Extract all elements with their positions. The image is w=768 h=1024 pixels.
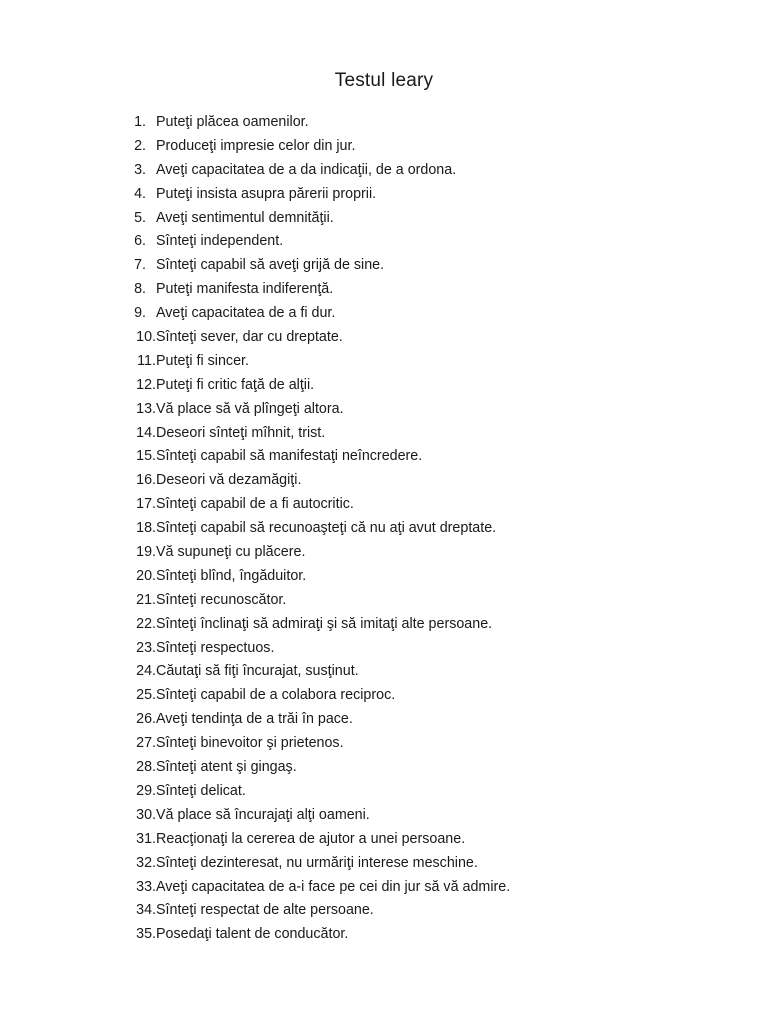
item-text: Sînteţi atent şi gingaş.	[156, 759, 297, 776]
item-number: 28.	[136, 759, 156, 776]
list-item	[110, 637, 670, 661]
item-number: 14.	[136, 424, 156, 441]
item-text: Sînteţi înclinaţi să admiraţi şi să imitaţi alte persoane.	[156, 615, 493, 632]
item-number: 16.	[136, 472, 156, 489]
item-number: 13.	[136, 400, 156, 417]
item-text: Reacţionaţi la cererea de ajutor a unei persoane.	[156, 830, 466, 847]
item-text: Sînteţi capabil să recunoaşteţi că nu aţi avut dreptate.	[156, 520, 497, 537]
item-text: Sînteţi capabil să manifestaţi neîncredere.	[156, 448, 423, 465]
item-text: Aveţi capacitatea de a fi dur.	[156, 305, 336, 322]
list-item	[110, 422, 670, 446]
item-number: 30.	[136, 806, 156, 823]
list-item	[110, 159, 670, 183]
item-number: 32.	[136, 854, 156, 871]
list-item	[110, 732, 670, 756]
item-text: Puteţi insista asupra părerii proprii.	[156, 185, 377, 202]
item-text: Sînteţi capabil de a colabora reciproc.	[156, 687, 396, 704]
list-item	[110, 135, 670, 159]
list-item	[110, 565, 670, 589]
list-item	[110, 326, 670, 350]
item-text: Vă place să încurajaţi alţi oameni.	[156, 806, 370, 823]
item-number: 6.	[134, 233, 146, 250]
list-item	[110, 852, 670, 876]
item-text: Aveţi capacitatea de a da indicaţii, de a ordona.	[156, 161, 457, 178]
list-item	[110, 756, 670, 780]
item-number: 27.	[136, 735, 156, 752]
list-item	[110, 613, 670, 637]
list-item	[110, 302, 670, 326]
item-number: 31.	[136, 830, 156, 847]
item-text: Puteţi manifesta indiferenţă.	[156, 281, 334, 298]
item-number: 21.	[136, 591, 156, 608]
item-number: 23.	[136, 639, 156, 656]
item-number: 33.	[136, 878, 156, 895]
item-text: Sînteţi capabil de a fi autocritic.	[156, 496, 354, 513]
list-item	[110, 684, 670, 708]
item-number: 5.	[134, 209, 146, 226]
list-item	[110, 183, 670, 207]
list-item	[110, 923, 670, 947]
item-number: 18.	[136, 520, 156, 537]
item-number: 15.	[136, 448, 156, 465]
document-title: Testul leary	[334, 70, 434, 91]
list-item	[110, 111, 670, 135]
list-item	[110, 278, 670, 302]
item-text: Puteţi fi sincer.	[156, 352, 249, 369]
list-item	[110, 804, 670, 828]
list-item	[110, 541, 670, 565]
list-item	[110, 517, 670, 541]
item-number: 2.	[134, 137, 146, 154]
list-item	[110, 254, 670, 278]
item-text: Sînteţi sever, dar cu dreptate.	[156, 329, 343, 346]
item-number: 25.	[136, 687, 156, 704]
list-item	[110, 493, 670, 517]
item-text: Sînteţi independent.	[156, 233, 284, 250]
item-text: Sînteţi blînd, îngăduitor.	[156, 567, 307, 584]
item-text: Aveţi tendinţa de a trăi în pace.	[156, 711, 353, 728]
list-item	[110, 708, 670, 732]
question-list	[110, 111, 670, 947]
list-item	[110, 445, 670, 469]
list-item	[110, 350, 670, 374]
item-text: Sînteţi respectuos.	[156, 639, 275, 656]
item-text: Vă supuneţi cu plăcere.	[156, 544, 306, 561]
item-number: 12.	[136, 376, 156, 393]
item-number: 10.	[136, 329, 156, 346]
item-text: Puteţi plăcea oamenilor.	[156, 114, 309, 130]
item-number: 11.	[137, 352, 156, 369]
item-number: 24.	[136, 663, 156, 680]
item-text: Deseori vă dezamăgiţi.	[156, 472, 302, 489]
item-text: Sînteţi respectat de alte persoane.	[156, 902, 374, 919]
item-text: Sînteţi delicat.	[156, 782, 246, 799]
item-number: 17.	[136, 496, 156, 513]
item-text: Aveţi capacitatea de a-i face pe cei din jur să vă admire.	[156, 878, 511, 895]
list-item	[110, 469, 670, 493]
item-text: Deseori sînteţi mîhnit, trist.	[156, 424, 326, 441]
item-text: Produceţi impresie celor din jur.	[156, 137, 356, 154]
item-number: 20.	[136, 567, 156, 584]
item-number: 4.	[134, 185, 146, 202]
item-text: Vă place să vă plîngeţi altora.	[156, 400, 344, 417]
list-item	[110, 398, 670, 422]
list-item	[110, 207, 670, 231]
item-number: 9.	[134, 305, 146, 322]
item-number: 7.	[134, 257, 146, 274]
item-text: Sînteţi recunoscător.	[156, 591, 287, 608]
item-number: 8.	[134, 281, 146, 298]
item-text: Aveţi sentimentul demnităţii.	[156, 209, 334, 226]
list-item	[110, 780, 670, 804]
item-text: Sînteţi capabil să aveţi grijă de sine.	[156, 257, 385, 274]
item-number: 3.	[134, 161, 146, 178]
item-number: 34.	[136, 902, 156, 919]
item-text: Căutaţi să fiţi încurajat, susţinut.	[156, 663, 359, 680]
item-text: Posedaţi talent de conducător.	[156, 926, 349, 943]
item-text: Puteţi fi critic faţă de alţii.	[156, 376, 315, 393]
item-text: Sînteţi binevoitor şi prietenos.	[156, 735, 344, 752]
item-text: Sînteţi dezinteresat, nu urmăriţi interese meschine.	[156, 854, 478, 871]
item-number: 22.	[136, 615, 156, 632]
list-item	[110, 374, 670, 398]
item-number: 19.	[136, 544, 156, 561]
list-item	[110, 230, 670, 254]
list-item	[110, 876, 670, 900]
item-number: 35.	[136, 926, 156, 943]
list-item	[110, 828, 670, 852]
item-number: 1.	[134, 114, 146, 130]
item-number: 29.	[136, 782, 156, 799]
item-number: 26.	[136, 711, 156, 728]
list-item	[110, 660, 670, 684]
list-item	[110, 589, 670, 613]
list-item	[110, 899, 670, 923]
